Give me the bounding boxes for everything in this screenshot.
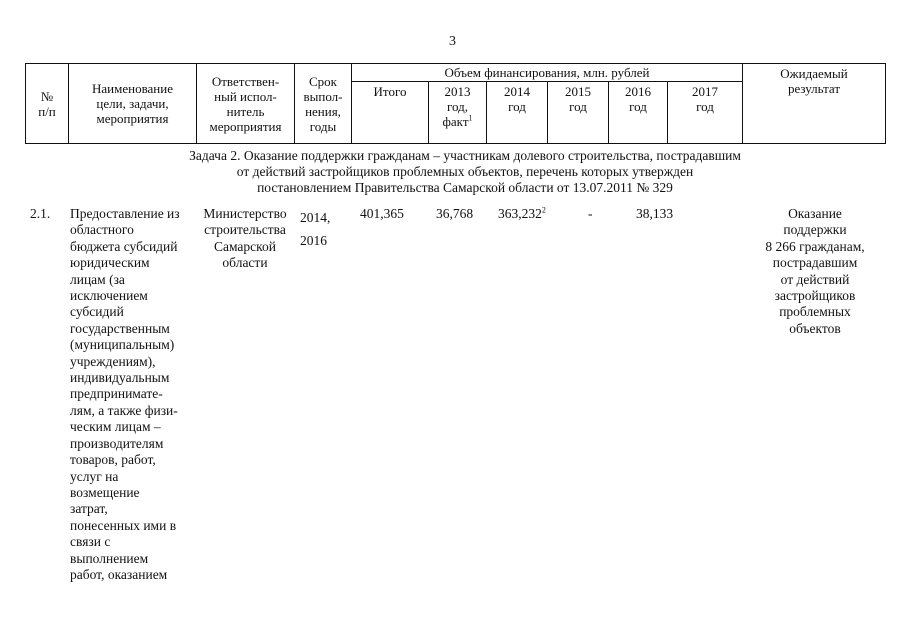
row-result: Оказание поддержки 8 266 гражданам, пострадавшим от действий застройщиков проблемных объектов [765, 206, 865, 336]
header-2017: 2017 год [668, 82, 743, 144]
header-2015: 2015 год [548, 82, 609, 144]
page-number: 3 [449, 34, 456, 49]
header-term: Срок выпол- нения, годы [295, 64, 352, 144]
row-responsible: Министерство строительства Самарской области [203, 206, 287, 271]
header-result: Ожидаемый результат [743, 64, 886, 144]
row-2013: 36,768 [436, 206, 474, 221]
row-2015: - [588, 206, 593, 221]
row-total: 401,365 [360, 206, 404, 221]
header-2016: 2016 год [609, 82, 668, 144]
row-2014-value: 363,232 [498, 206, 542, 221]
footnote-1: 1 [468, 113, 473, 123]
header-2013 [429, 82, 487, 144]
row-term: 2014, 2016 [300, 210, 331, 248]
task-title: Задача 2. Оказание поддержки гражданам – участникам долевого строительства, пострадавшим от действий застройщиков проблемных объектов, перечень которых утвержден постановлением Правительства Самарской области от 13.07.2011 № 329 [189, 148, 741, 195]
row-name: Предоставление из областного бюджета субсидий юридическим лицам (за исключением субсидий государственным (муниципальным) учреждениям), индивидуальным предпринимате- лям, а также физи- ческим лицам – производителям товаров, работ, услуг на возмещение затрат, понесенных ими в связи с выполнением работ, оказанием [70, 206, 180, 582]
row-2016: 38,133 [636, 206, 674, 221]
row-number: 2.1. [30, 206, 51, 221]
header-2013-label: 2013 год, факт [442, 84, 471, 129]
footnote-2: 2 [541, 205, 546, 215]
table-header [25, 63, 886, 144]
header-2014: 2014 год [487, 82, 548, 144]
header-num: № п/п [26, 64, 69, 144]
row-2014 [498, 206, 546, 222]
header-responsible: Ответствен- ный испол- нитель мероприятия [197, 64, 295, 144]
header-name: Наименование цели, задачи, мероприятия [69, 64, 197, 144]
header-total: Итого [352, 82, 429, 144]
header-funding: Объем финансирования, млн. рублей [352, 64, 743, 82]
